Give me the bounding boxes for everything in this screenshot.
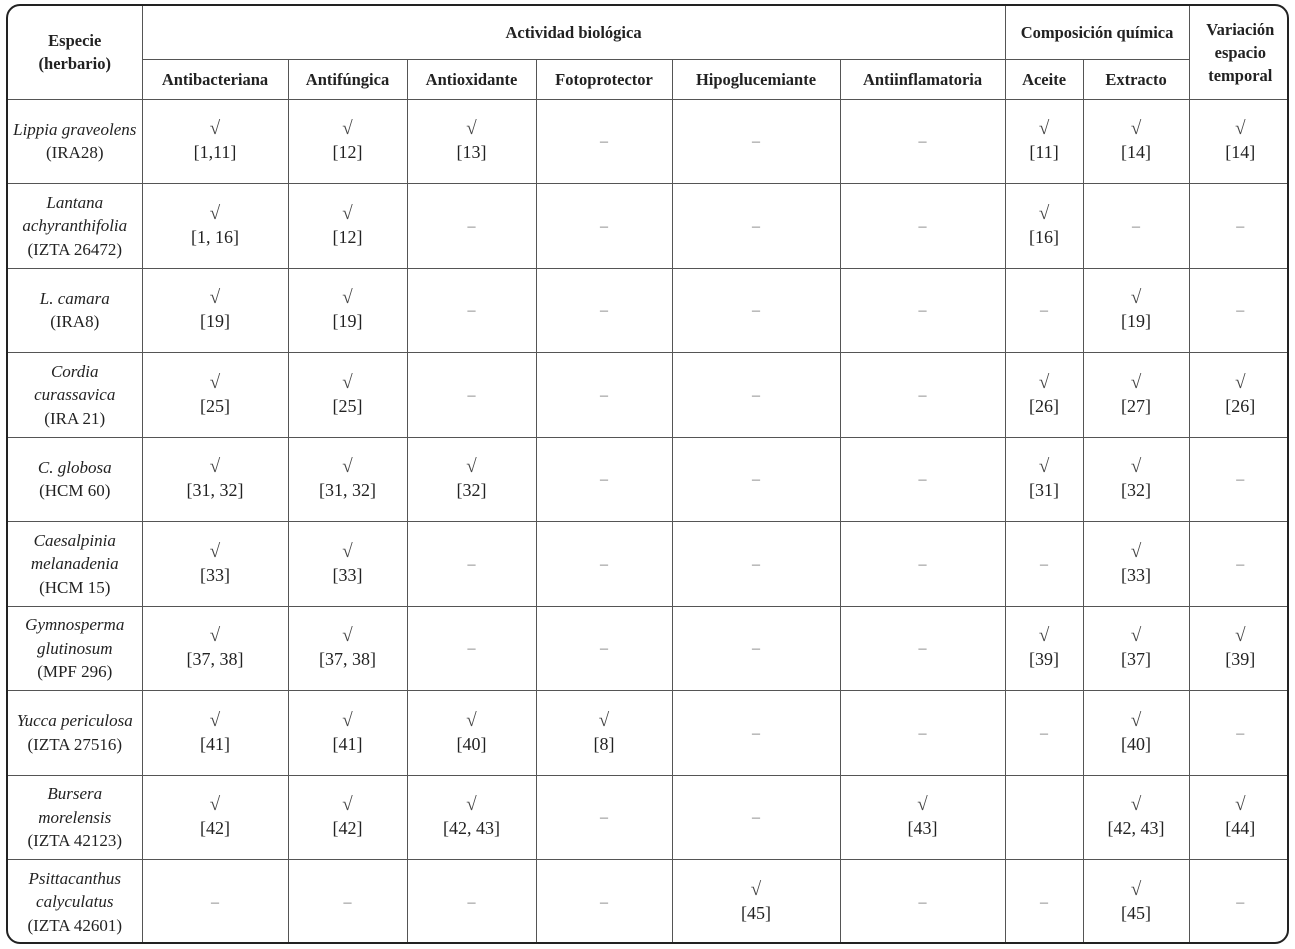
data-cell <box>288 184 407 269</box>
check-mark: √ <box>1038 456 1050 478</box>
data-cell <box>142 522 288 607</box>
reference: [45] <box>1121 903 1152 923</box>
check-mark: √ <box>1130 625 1142 647</box>
check-mark: √ <box>466 709 477 731</box>
data-cell <box>1189 522 1289 607</box>
check-mark: √ <box>342 371 353 393</box>
check-mark: √ <box>209 794 221 816</box>
data-cell <box>1189 691 1289 776</box>
data-cell <box>536 691 672 776</box>
data-cell <box>407 860 536 945</box>
reference: [41] <box>332 733 363 754</box>
col-antibacteriana: Antibacteriana <box>142 59 288 99</box>
col-antiinflamatoria: Antiinflamatoria <box>840 59 1005 99</box>
reference: [40] <box>456 733 487 754</box>
dash-mark: – <box>918 471 927 489</box>
herbarium-code: (HCM 60) <box>39 481 111 501</box>
species-name: Lippia graveolens <box>13 119 137 139</box>
species-name: Caesalpinia melanadenia <box>30 530 119 573</box>
data-cell <box>672 860 840 945</box>
species-name: Lantana achyranthifolia <box>22 192 128 235</box>
data-cell <box>288 522 407 607</box>
check-mark: √ <box>750 879 762 900</box>
data-cell <box>1005 606 1083 691</box>
dash-mark: – <box>467 894 476 911</box>
dash-mark: – <box>1236 302 1245 320</box>
species-cell <box>8 606 142 691</box>
check-mark: √ <box>1038 118 1050 140</box>
check-mark: √ <box>466 118 477 140</box>
data-cell <box>1189 437 1289 522</box>
reference: [26] <box>1225 395 1256 416</box>
data-cell <box>1083 99 1189 184</box>
data-cell <box>142 775 288 860</box>
check-mark: √ <box>209 371 221 393</box>
data-cell <box>840 691 1005 776</box>
data-cell <box>672 184 840 269</box>
reference: [37, 38] <box>186 649 244 670</box>
data-cell <box>142 99 288 184</box>
data-cell <box>536 268 672 353</box>
reference: [19] <box>200 311 230 332</box>
data-cell <box>672 775 840 860</box>
dash-mark: – <box>752 471 760 489</box>
species-name: Cordia curassavica <box>34 361 116 404</box>
reference: [25] <box>332 395 363 416</box>
data-cell <box>1005 437 1083 522</box>
dash-mark: – <box>1040 724 1049 742</box>
data-cell <box>840 353 1005 438</box>
check-mark: √ <box>342 625 353 647</box>
dash-mark: – <box>1040 302 1049 320</box>
reference: [37] <box>1121 649 1152 670</box>
reference: [14] <box>1225 142 1256 163</box>
data-cell <box>536 99 672 184</box>
data-cell <box>1189 268 1289 353</box>
data-cell <box>288 437 407 522</box>
dash-mark: – <box>752 724 760 742</box>
table-row <box>8 775 1289 860</box>
dash-mark: – <box>752 640 760 658</box>
data-cell <box>407 99 536 184</box>
check-mark: √ <box>1130 456 1142 478</box>
dash-mark: – <box>1236 894 1245 911</box>
species-cell <box>8 353 142 438</box>
reference: [33] <box>332 564 363 585</box>
dash-mark: – <box>918 386 927 404</box>
check-mark: √ <box>1130 540 1142 562</box>
herbarium-code: (IZTA 42601) <box>27 915 122 935</box>
dash-mark: – <box>752 133 760 151</box>
check-mark: √ <box>209 625 221 647</box>
dash-mark: – <box>467 386 476 404</box>
data-cell <box>672 268 840 353</box>
check-mark: √ <box>209 456 221 478</box>
herbarium-code: (MPF 296) <box>37 662 113 681</box>
col-hipoglucemiante: Hipoglucemiante <box>672 59 840 99</box>
species-name: Psittacanthus calyculatus <box>28 868 122 912</box>
reference: [39] <box>1225 649 1256 670</box>
variation-header: Variación espacio temporal <box>1189 6 1289 99</box>
reference: [43] <box>907 818 938 839</box>
dash-mark: – <box>467 217 476 235</box>
data-cell <box>840 860 1005 945</box>
data-cell <box>142 691 288 776</box>
reference: [19] <box>1121 311 1152 332</box>
data-cell <box>288 775 407 860</box>
data-cell <box>1189 775 1289 860</box>
dash-mark: – <box>600 217 608 235</box>
reference: [31] <box>1029 480 1060 501</box>
dash-mark: – <box>1040 894 1049 911</box>
table-row <box>8 184 1289 269</box>
reference: [26] <box>1029 395 1060 416</box>
check-mark: √ <box>209 202 221 224</box>
check-mark: √ <box>342 794 353 816</box>
dash-mark: – <box>1236 217 1245 235</box>
dash-mark: – <box>918 555 927 573</box>
data-cell <box>288 268 407 353</box>
species-table <box>8 6 1289 944</box>
data-cell <box>1005 353 1083 438</box>
data-cell <box>1005 99 1083 184</box>
species-header: Especie (herbario) <box>8 6 142 99</box>
data-cell <box>1005 691 1083 776</box>
dash-mark: – <box>752 809 760 827</box>
data-cell <box>1005 775 1083 860</box>
data-cell <box>672 99 840 184</box>
data-cell <box>288 606 407 691</box>
dash-mark: – <box>600 640 608 658</box>
check-mark: √ <box>209 540 221 562</box>
check-mark: √ <box>1130 709 1142 731</box>
table-row <box>8 860 1289 945</box>
data-cell <box>1083 268 1189 353</box>
data-cell <box>142 437 288 522</box>
col-antioxidante: Antioxidante <box>407 59 536 99</box>
reference: [25] <box>200 395 230 416</box>
col-extracto: Extracto <box>1083 59 1189 99</box>
data-cell <box>672 353 840 438</box>
data-cell <box>142 353 288 438</box>
reference: [13] <box>456 142 487 163</box>
data-cell <box>840 268 1005 353</box>
check-mark: √ <box>1130 794 1142 816</box>
reference: [14] <box>1121 142 1152 163</box>
table-row <box>8 99 1289 184</box>
data-cell <box>1083 353 1189 438</box>
data-cell <box>407 437 536 522</box>
data-cell <box>407 353 536 438</box>
data-cell <box>142 860 288 945</box>
species-cell <box>8 775 142 860</box>
check-mark: √ <box>342 118 353 140</box>
data-cell <box>1189 353 1289 438</box>
species-name: Gymnosperma glutinosum <box>25 615 125 658</box>
data-cell <box>288 860 407 945</box>
data-cell <box>1083 860 1189 945</box>
reference: [12] <box>332 226 363 247</box>
reference: [39] <box>1029 649 1060 670</box>
table-row <box>8 353 1289 438</box>
data-cell <box>142 268 288 353</box>
data-cell <box>840 775 1005 860</box>
dash-mark: – <box>467 302 476 320</box>
table-row <box>8 268 1289 353</box>
dash-mark: – <box>918 724 927 742</box>
check-mark: √ <box>342 202 353 224</box>
check-mark: √ <box>1235 625 1246 647</box>
dash-mark: – <box>467 555 476 573</box>
reference: [12] <box>332 142 363 163</box>
data-cell <box>1083 522 1189 607</box>
data-cell <box>407 522 536 607</box>
reference: [42] <box>332 818 363 839</box>
data-cell <box>672 437 840 522</box>
data-cell <box>407 775 536 860</box>
reference: [31, 32] <box>319 480 376 501</box>
check-mark: √ <box>209 118 221 140</box>
dash-mark: – <box>752 302 760 320</box>
reference: [16] <box>1029 226 1060 247</box>
check-mark: √ <box>342 287 353 309</box>
data-cell <box>142 184 288 269</box>
check-mark: √ <box>1130 118 1142 140</box>
species-cell <box>8 691 142 776</box>
check-mark: √ <box>1130 287 1142 309</box>
check-mark: √ <box>1038 202 1050 224</box>
check-mark: √ <box>917 794 928 816</box>
data-cell <box>840 522 1005 607</box>
reference: [41] <box>200 733 230 754</box>
dash-mark: – <box>918 217 927 235</box>
reference: [45] <box>741 903 771 923</box>
col-fotoprotector: Fotoprotector <box>536 59 672 99</box>
dash-mark: – <box>600 386 608 404</box>
reference: [37, 38] <box>319 649 376 670</box>
dash-mark: – <box>918 302 927 320</box>
dash-mark: – <box>343 894 352 911</box>
dash-mark: – <box>1132 217 1141 235</box>
check-mark: √ <box>1130 371 1142 393</box>
reference: [42] <box>200 818 230 839</box>
col-antifungica: Antifúngica <box>288 59 407 99</box>
data-cell <box>407 268 536 353</box>
data-cell <box>1005 184 1083 269</box>
check-mark: √ <box>1235 371 1246 393</box>
data-cell <box>840 437 1005 522</box>
dash-mark: – <box>1236 724 1245 742</box>
check-mark: √ <box>342 456 353 478</box>
species-name: L. camara <box>39 288 110 308</box>
species-cell <box>8 522 142 607</box>
data-cell <box>1083 184 1189 269</box>
chemical-composition-header: Composición química <box>1005 6 1189 59</box>
herbarium-code: (IZTA 27516) <box>27 734 122 754</box>
table-frame <box>6 4 1289 944</box>
reference: [42, 43] <box>1107 818 1165 839</box>
herbarium-code: (IZTA 26472) <box>27 239 122 259</box>
data-cell <box>288 691 407 776</box>
data-cell <box>536 606 672 691</box>
reference: [32] <box>456 480 487 501</box>
reference: [44] <box>1225 818 1256 839</box>
reference: [42, 43] <box>443 818 500 839</box>
table-row <box>8 606 1289 691</box>
reference: [33] <box>200 564 230 585</box>
species-cell <box>8 860 142 945</box>
biological-activity-header: Actividad biológica <box>142 6 1005 59</box>
reference: [1,11] <box>193 142 237 163</box>
data-cell <box>1189 860 1289 945</box>
check-mark: √ <box>1038 371 1050 393</box>
species-name: C. globosa <box>37 457 112 477</box>
data-cell <box>1083 606 1189 691</box>
dash-mark: – <box>600 471 608 489</box>
data-cell <box>536 437 672 522</box>
dash-mark: – <box>600 809 608 827</box>
dash-mark: – <box>600 133 608 151</box>
reference: [27] <box>1121 395 1152 416</box>
check-mark: √ <box>1235 118 1246 140</box>
data-cell <box>1083 775 1189 860</box>
dash-mark: – <box>211 894 219 911</box>
dash-mark: – <box>600 894 608 911</box>
dash-mark: – <box>752 217 760 235</box>
data-cell <box>407 606 536 691</box>
check-mark: √ <box>342 540 353 562</box>
reference: [8] <box>593 733 615 754</box>
data-cell <box>1005 268 1083 353</box>
check-mark: √ <box>209 287 221 309</box>
data-cell <box>536 775 672 860</box>
dash-mark: – <box>600 302 608 320</box>
data-cell <box>1083 691 1189 776</box>
data-cell <box>840 184 1005 269</box>
herbarium-code: (IRA8) <box>50 312 100 332</box>
dash-mark: – <box>1236 471 1245 489</box>
dash-mark: – <box>1040 555 1049 573</box>
herbarium-code: (HCM 15) <box>39 577 111 597</box>
herbarium-code: (IZTA 42123) <box>27 831 122 850</box>
col-aceite: Aceite <box>1005 59 1083 99</box>
reference: [19] <box>332 311 363 332</box>
data-cell <box>840 99 1005 184</box>
data-cell <box>288 99 407 184</box>
data-cell <box>536 353 672 438</box>
dash-mark: – <box>918 640 927 658</box>
dash-mark: – <box>918 894 927 911</box>
reference: [11] <box>1029 142 1059 163</box>
data-cell <box>407 691 536 776</box>
table-row <box>8 522 1289 607</box>
data-cell <box>536 860 672 945</box>
reference: [40] <box>1121 733 1152 754</box>
dash-mark: – <box>918 133 927 151</box>
reference: [32] <box>1121 480 1152 501</box>
reference: [1, 16] <box>191 226 239 247</box>
data-cell <box>672 691 840 776</box>
data-cell <box>1005 860 1083 945</box>
check-mark: √ <box>598 709 610 731</box>
reference: [33] <box>1121 564 1152 585</box>
species-name: Bursera morelensis <box>38 784 112 827</box>
check-mark: √ <box>466 456 477 478</box>
table-row <box>8 437 1289 522</box>
species-cell <box>8 437 142 522</box>
herbarium-code: (IRA 21) <box>44 408 106 428</box>
check-mark: √ <box>209 709 221 731</box>
table-row <box>8 691 1289 776</box>
data-cell <box>536 522 672 607</box>
dash-mark: – <box>752 386 760 404</box>
dash-mark: – <box>467 640 476 658</box>
species-cell <box>8 99 142 184</box>
data-cell <box>840 606 1005 691</box>
check-mark: √ <box>1038 625 1050 647</box>
reference: [31, 32] <box>186 480 244 501</box>
species-cell <box>8 268 142 353</box>
dash-mark: – <box>752 555 760 573</box>
data-cell <box>1189 606 1289 691</box>
data-cell <box>1083 437 1189 522</box>
species-cell <box>8 184 142 269</box>
data-cell <box>672 522 840 607</box>
check-mark: √ <box>1235 794 1246 816</box>
data-cell <box>1189 184 1289 269</box>
herbarium-code: (IRA28) <box>45 143 104 163</box>
data-cell <box>1189 99 1289 184</box>
dash-mark: – <box>600 555 608 573</box>
data-cell <box>288 353 407 438</box>
data-cell <box>407 184 536 269</box>
data-cell <box>1005 522 1083 607</box>
dash-mark: – <box>1236 555 1245 573</box>
check-mark: √ <box>466 794 477 816</box>
check-mark: √ <box>1130 879 1142 900</box>
species-name: Yucca periculosa <box>16 711 133 731</box>
check-mark: √ <box>342 709 353 731</box>
data-cell <box>672 606 840 691</box>
data-cell <box>536 184 672 269</box>
data-cell <box>142 606 288 691</box>
